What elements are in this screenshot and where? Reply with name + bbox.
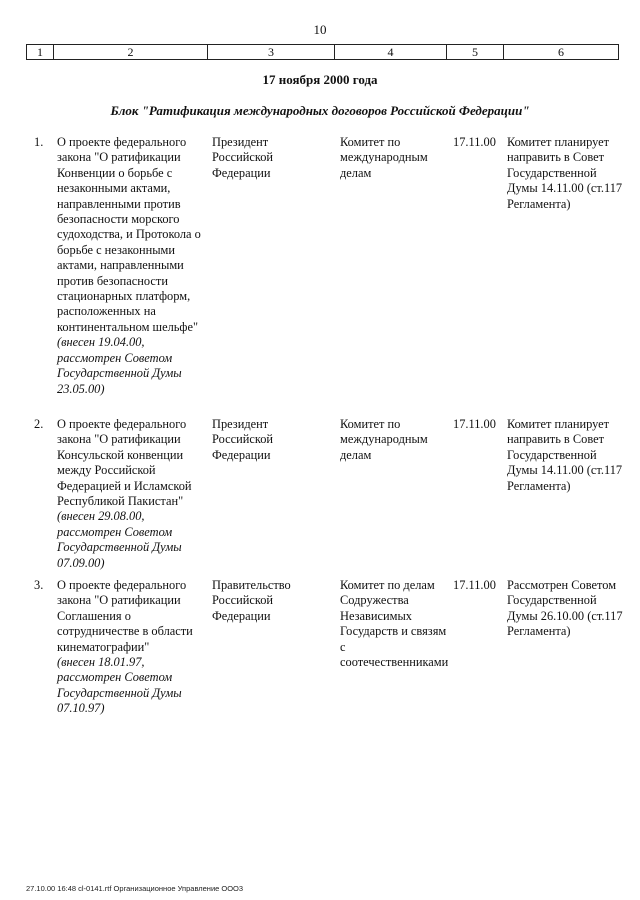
review-date: 17.11.00 [453, 417, 496, 431]
bill-title-cell [57, 417, 205, 571]
column-number-3: 3 [208, 45, 335, 60]
status-note: Комитет планирует направить в Совет Государственной Думы 14.11.00 (ст.117 Регламента) [507, 135, 623, 211]
responsible-committee: Комитет по делам Содружества Независимых Государств и связям с соотечественниками [340, 578, 449, 670]
column-number-2: 2 [54, 45, 208, 60]
review-date: 17.11.00 [453, 578, 496, 592]
bill-submission-info: (внесен 18.01.97, рассмотрен Советом Государственной Думы 07.10.97) [57, 655, 182, 716]
bill-title: О проекте федерального закона "О ратификации Конвенции о борьбе с незаконными актами, направленными против безопасности морского судоходства, и Протокола о борьбе с незаконными актами, направленными против безопасности стационарных платформ, расположенных на континентальном шельфе" [57, 135, 201, 334]
column-number-header [26, 44, 619, 60]
column-number-1: 1 [27, 45, 54, 60]
row-number: 2. [34, 417, 44, 431]
bill-title-cell [57, 135, 205, 397]
review-date: 17.11.00 [453, 135, 496, 149]
initiator: Президент Российской Федерации [212, 135, 274, 180]
bill-submission-info: (внесен 29.08.00, рассмотрен Советом Государственной Думы 07.09.00) [57, 509, 182, 570]
column-number-5: 5 [447, 45, 504, 60]
bill-title-cell [57, 578, 205, 717]
bill-title: О проекте федерального закона "О ратификации Соглашения о сотрудничестве в области кинематографии" [57, 578, 193, 654]
column-number-4: 4 [335, 45, 447, 60]
block-heading: Блок "Ратификация международных договоров Российской Федерации" [110, 103, 530, 118]
responsible-committee: Комитет по международным делам [340, 135, 428, 180]
initiator: Президент Российской Федерации [212, 417, 274, 462]
status-note: Комитет планирует направить в Совет Государственной Думы 14.11.00 (ст.117 Регламента) [507, 417, 623, 493]
column-number-6: 6 [504, 45, 619, 60]
row-number: 3. [34, 578, 44, 592]
date-heading: 17 ноября 2000 года [262, 72, 378, 87]
responsible-committee: Комитет по международным делам [340, 417, 428, 462]
row-number: 1. [34, 135, 44, 149]
initiator: Правительство Российской Федерации [212, 578, 291, 623]
bill-title: О проекте федерального закона "О ратификации Консульской конвенции между Российской Федерацией и Исламской Республикой Пакистан" [57, 417, 192, 509]
document-footer: 27.10.00 16:48 сl-0141.rtf Организационное Управление ООО3 [26, 884, 244, 893]
bill-submission-info: (внесен 19.04.00, рассмотрен Советом Государственной Думы 23.05.00) [57, 335, 182, 396]
page-number: 10 [313, 22, 327, 37]
status-note: Рассмотрен Советом Государственной Думы 26.10.00 (ст.117 Регламента) [507, 578, 623, 639]
